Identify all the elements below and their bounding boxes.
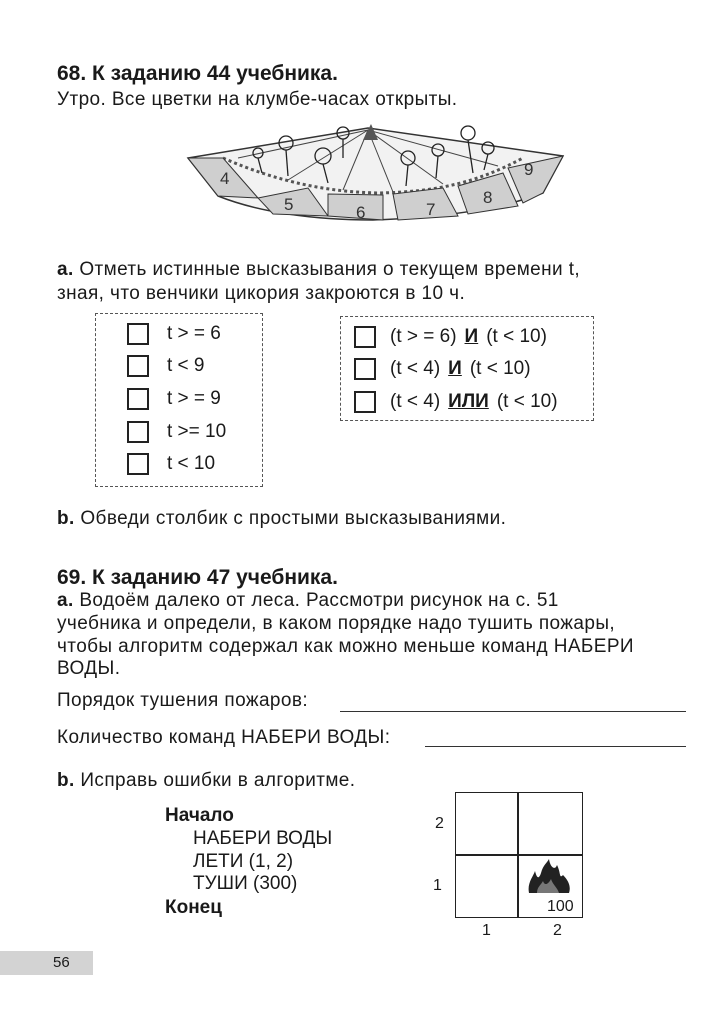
task69-part-a-line2: учебника и определи, в каком порядке надо тушить пожары, <box>57 613 616 634</box>
fire-icon <box>525 857 575 897</box>
part-b-text: Обведи столбик с простыми высказываниями. <box>80 508 507 529</box>
clock-number-7: 7 <box>426 200 436 219</box>
part-a-letter: а. <box>57 259 74 280</box>
simple-statement-row <box>127 388 221 410</box>
simple-statement-text: t > = 6 <box>167 323 221 344</box>
checkbox[interactable] <box>127 453 149 475</box>
algorithm-step: ТУШИ (300) <box>193 873 298 894</box>
simple-statement-row <box>127 421 226 443</box>
grid-cell-2-2 <box>517 792 583 856</box>
water-count-label: Количество команд НАБЕРИ ВОДЫ: <box>57 727 391 748</box>
page-number: 56 <box>53 954 70 971</box>
algorithm-start: Начало <box>165 805 234 826</box>
flower-clock-illustration <box>178 118 578 230</box>
checkbox[interactable] <box>354 326 376 348</box>
part-a-line1-text: Водоём далеко от леса. Рассмотри рисунок на с. 51 <box>79 590 559 611</box>
grid-cell-1-2 <box>455 792 519 856</box>
task69-title: 69. К заданию 47 учебника. <box>57 566 338 589</box>
fire-order-answer-line[interactable] <box>340 711 686 712</box>
part-b-letter: b. <box>57 508 75 529</box>
part-b-letter: b. <box>57 770 75 791</box>
simple-statement-row <box>127 355 205 377</box>
algorithm-end: Конец <box>165 897 222 918</box>
clock-number-9: 9 <box>524 160 534 179</box>
task68-part-a-line1 <box>57 259 580 281</box>
checkbox[interactable] <box>354 358 376 380</box>
clock-number-5: 5 <box>284 195 294 214</box>
compound-statement-row <box>354 391 558 413</box>
clock-number-4: 4 <box>220 169 230 188</box>
checkbox[interactable] <box>127 388 149 410</box>
compound-right: (t < 10) <box>469 358 531 379</box>
checkbox[interactable] <box>127 355 149 377</box>
compound-statement-row <box>354 358 531 380</box>
page-number-box <box>0 951 93 975</box>
simple-statement-text: t < 10 <box>167 453 216 474</box>
grid-row-label: 2 <box>435 815 444 832</box>
compound-left: (t < 4) <box>390 358 441 379</box>
grid-col-label: 2 <box>553 922 562 939</box>
task69-part-a-line1 <box>57 590 559 612</box>
task69-part-b <box>57 770 355 792</box>
compound-left: (t > = 6) <box>390 326 457 347</box>
algorithm-step: НАБЕРИ ВОДЫ <box>193 828 333 849</box>
fire-value: 100 <box>547 898 574 915</box>
fire-order-label: Порядок тушения пожаров: <box>57 690 309 711</box>
simple-statement-text: t >= 10 <box>167 421 227 442</box>
algorithm-step: ЛЕТИ (1, 2) <box>193 851 294 872</box>
logic-operator: И <box>448 358 462 379</box>
task68-intro: Утро. Все цветки на клумбе-часах открыты. <box>57 89 458 110</box>
part-b-text: Исправь ошибки в алгоритме. <box>80 770 356 791</box>
logic-operator: ИЛИ <box>448 391 489 412</box>
task69-part-a-line4: ВОДЫ. <box>57 658 121 679</box>
simple-statement-text: t > = 9 <box>167 388 221 409</box>
compound-left: (t < 4) <box>390 391 441 412</box>
part-a-letter: а. <box>57 590 74 611</box>
logic-operator: И <box>464 326 479 347</box>
simple-statement-row <box>127 323 221 345</box>
compound-right: (t < 10) <box>496 391 558 412</box>
grid-row-label: 1 <box>433 877 442 894</box>
task68-title: 68. К заданию 44 учебника. <box>57 62 338 85</box>
grid-cell-1-1 <box>455 854 519 918</box>
part-a-text-line1: Отметь истинные высказывания о текущем времени t, <box>79 259 581 280</box>
task68-part-b <box>57 508 506 530</box>
checkbox[interactable] <box>127 323 149 345</box>
checkbox[interactable] <box>354 391 376 413</box>
clock-number-8: 8 <box>483 188 493 207</box>
simple-statement-text: t < 9 <box>167 355 205 376</box>
water-count-answer-line[interactable] <box>425 746 686 747</box>
grid-col-label: 1 <box>482 922 491 939</box>
clock-number-6: 6 <box>356 203 366 222</box>
checkbox[interactable] <box>127 421 149 443</box>
compound-right: (t < 10) <box>486 326 547 347</box>
simple-statement-row <box>127 453 215 475</box>
task68-part-a-line2: зная, что венчики цикория закроются в 10 ч. <box>57 283 466 304</box>
task69-part-a-line3: чтобы алгоритм содержал как можно меньше команд НАБЕРИ <box>57 636 634 657</box>
compound-statement-row <box>354 326 547 348</box>
